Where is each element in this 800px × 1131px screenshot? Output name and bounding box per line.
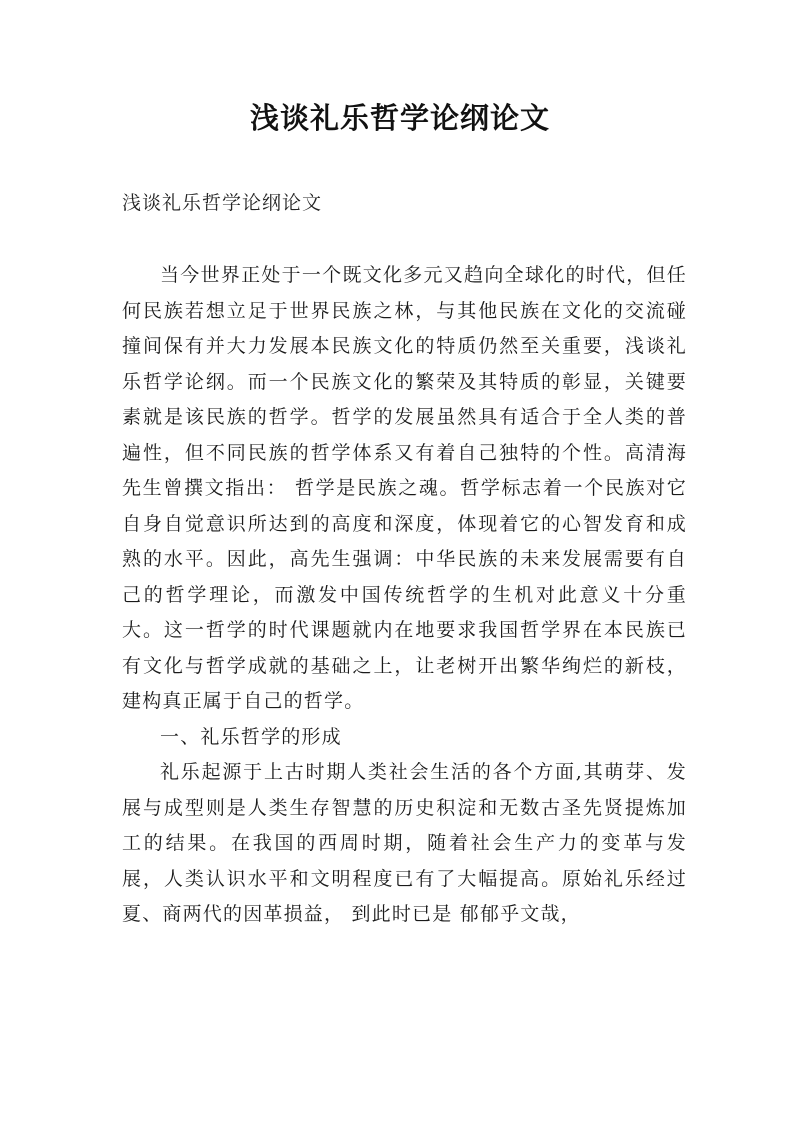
section-heading: 一、礼乐哲学的形成 bbox=[160, 725, 342, 748]
document-body bbox=[122, 258, 687, 933]
document-title: 浅谈礼乐哲学论纲论文 bbox=[249, 101, 550, 135]
document-subtitle: 浅谈礼乐哲学论纲论文 bbox=[122, 192, 323, 214]
paragraph-section-one: 礼乐起源于上古时期人类社会生活的各个方面,其萌芽、发展与成型则是人类生存智慧的历史积淀和无数古圣先贤提炼加工的结果。在我国的西周时期，随着社会生产力的变革与发展，人类认识水平和文明程度已有了大幅提高。原始礼乐经过夏、商两代的因革损益， 到此时已是 郁郁乎文哉， bbox=[122, 761, 687, 925]
paragraph-intro: 当今世界正处于一个既文化多元又趋向全球化的时代，但任何民族若想立足于世界民族之林，与其他民族在文化的交流碰撞间保有并大力发展本民族文化的特质仍然至关重要，浅谈礼乐哲学论纲。而一个民族文化的繁荣及其特质的彰显，关键要素就是该民族的哲学。哲学的发展虽然具有适合于全人类的普遍性，但不同民族的哲学体系又有着自己独特的个性。高清海先生曾撰文指出： 哲学是民族之魂。哲学标志着一个民族对它自身自觉意识所达到的高度和深度，体现着它的心智发育和成熟的水平。因此，高先生强调：中华民族的未来发展需要有自己的哲学理论，而激发中国传统哲学的生机对此意义十分重大。这一哲学的时代课题就内在地要求我国哲学界在本民族已有文化与哲学成就的基础之上，让老树开出繁华绚烂的新枝，建构真正属于自己的哲学。 bbox=[122, 264, 687, 712]
